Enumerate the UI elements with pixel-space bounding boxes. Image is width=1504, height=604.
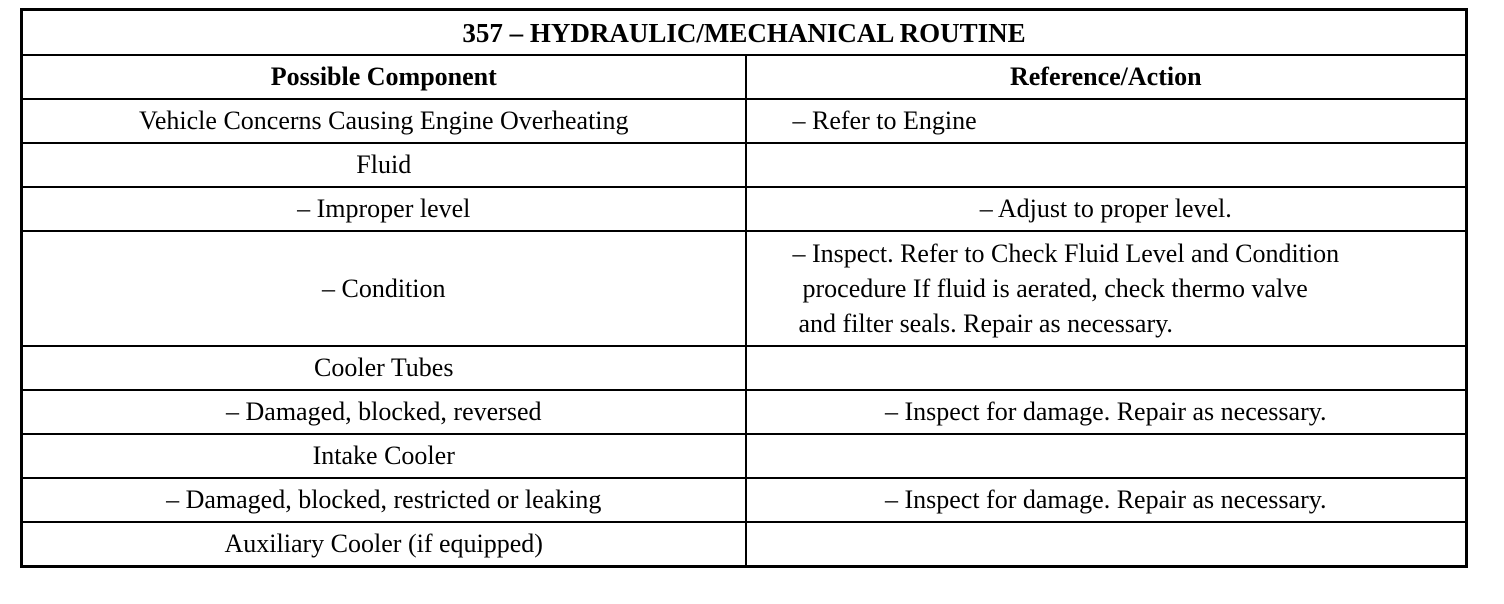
component-cell: – Condition xyxy=(22,231,746,346)
component-cell: Fluid xyxy=(22,143,746,187)
action-cell xyxy=(746,143,1467,187)
table-row xyxy=(22,478,1467,522)
column-header-component: Possible Component xyxy=(22,55,746,99)
diagnostic-table xyxy=(20,8,1468,568)
table-row xyxy=(22,346,1467,390)
action-cell: – Inspect for damage. Repair as necessary. xyxy=(746,478,1467,522)
diagnostic-table-container xyxy=(20,8,1465,568)
action-cell: – Inspect for damage. Repair as necessary. xyxy=(746,390,1467,434)
table-header-row xyxy=(22,55,1467,99)
action-cell xyxy=(746,522,1467,567)
action-line: – Inspect. Refer to Check Fluid Level and Condition xyxy=(792,239,1340,268)
table-title-row xyxy=(22,10,1467,56)
table-row xyxy=(22,99,1467,143)
component-cell: – Improper level xyxy=(22,187,746,231)
action-text-block xyxy=(791,236,1466,341)
table-row xyxy=(22,143,1467,187)
action-line: and filter seals. Repair as necessary. xyxy=(798,309,1173,338)
table-row xyxy=(22,390,1467,434)
column-header-action: Reference/Action xyxy=(746,55,1467,99)
table-row xyxy=(22,231,1467,346)
table-row xyxy=(22,187,1467,231)
component-cell: – Damaged, blocked, reversed xyxy=(22,390,746,434)
component-cell: – Damaged, blocked, restricted or leaking xyxy=(22,478,746,522)
table-title: 357 – HYDRAULIC/MECHANICAL ROUTINE xyxy=(22,10,1467,56)
table-row xyxy=(22,522,1467,567)
component-cell: Auxiliary Cooler (if equipped) xyxy=(22,522,746,567)
action-cell xyxy=(746,434,1467,478)
action-line: procedure If fluid is aerated, check thermo valve xyxy=(802,274,1308,303)
component-cell: Cooler Tubes xyxy=(22,346,746,390)
action-cell: – Refer to Engine xyxy=(746,99,1467,143)
action-cell xyxy=(746,231,1467,346)
action-cell: – Adjust to proper level. xyxy=(746,187,1467,231)
table-row xyxy=(22,434,1467,478)
component-cell: Vehicle Concerns Causing Engine Overheating xyxy=(22,99,746,143)
component-cell: Intake Cooler xyxy=(22,434,746,478)
action-cell xyxy=(746,346,1467,390)
